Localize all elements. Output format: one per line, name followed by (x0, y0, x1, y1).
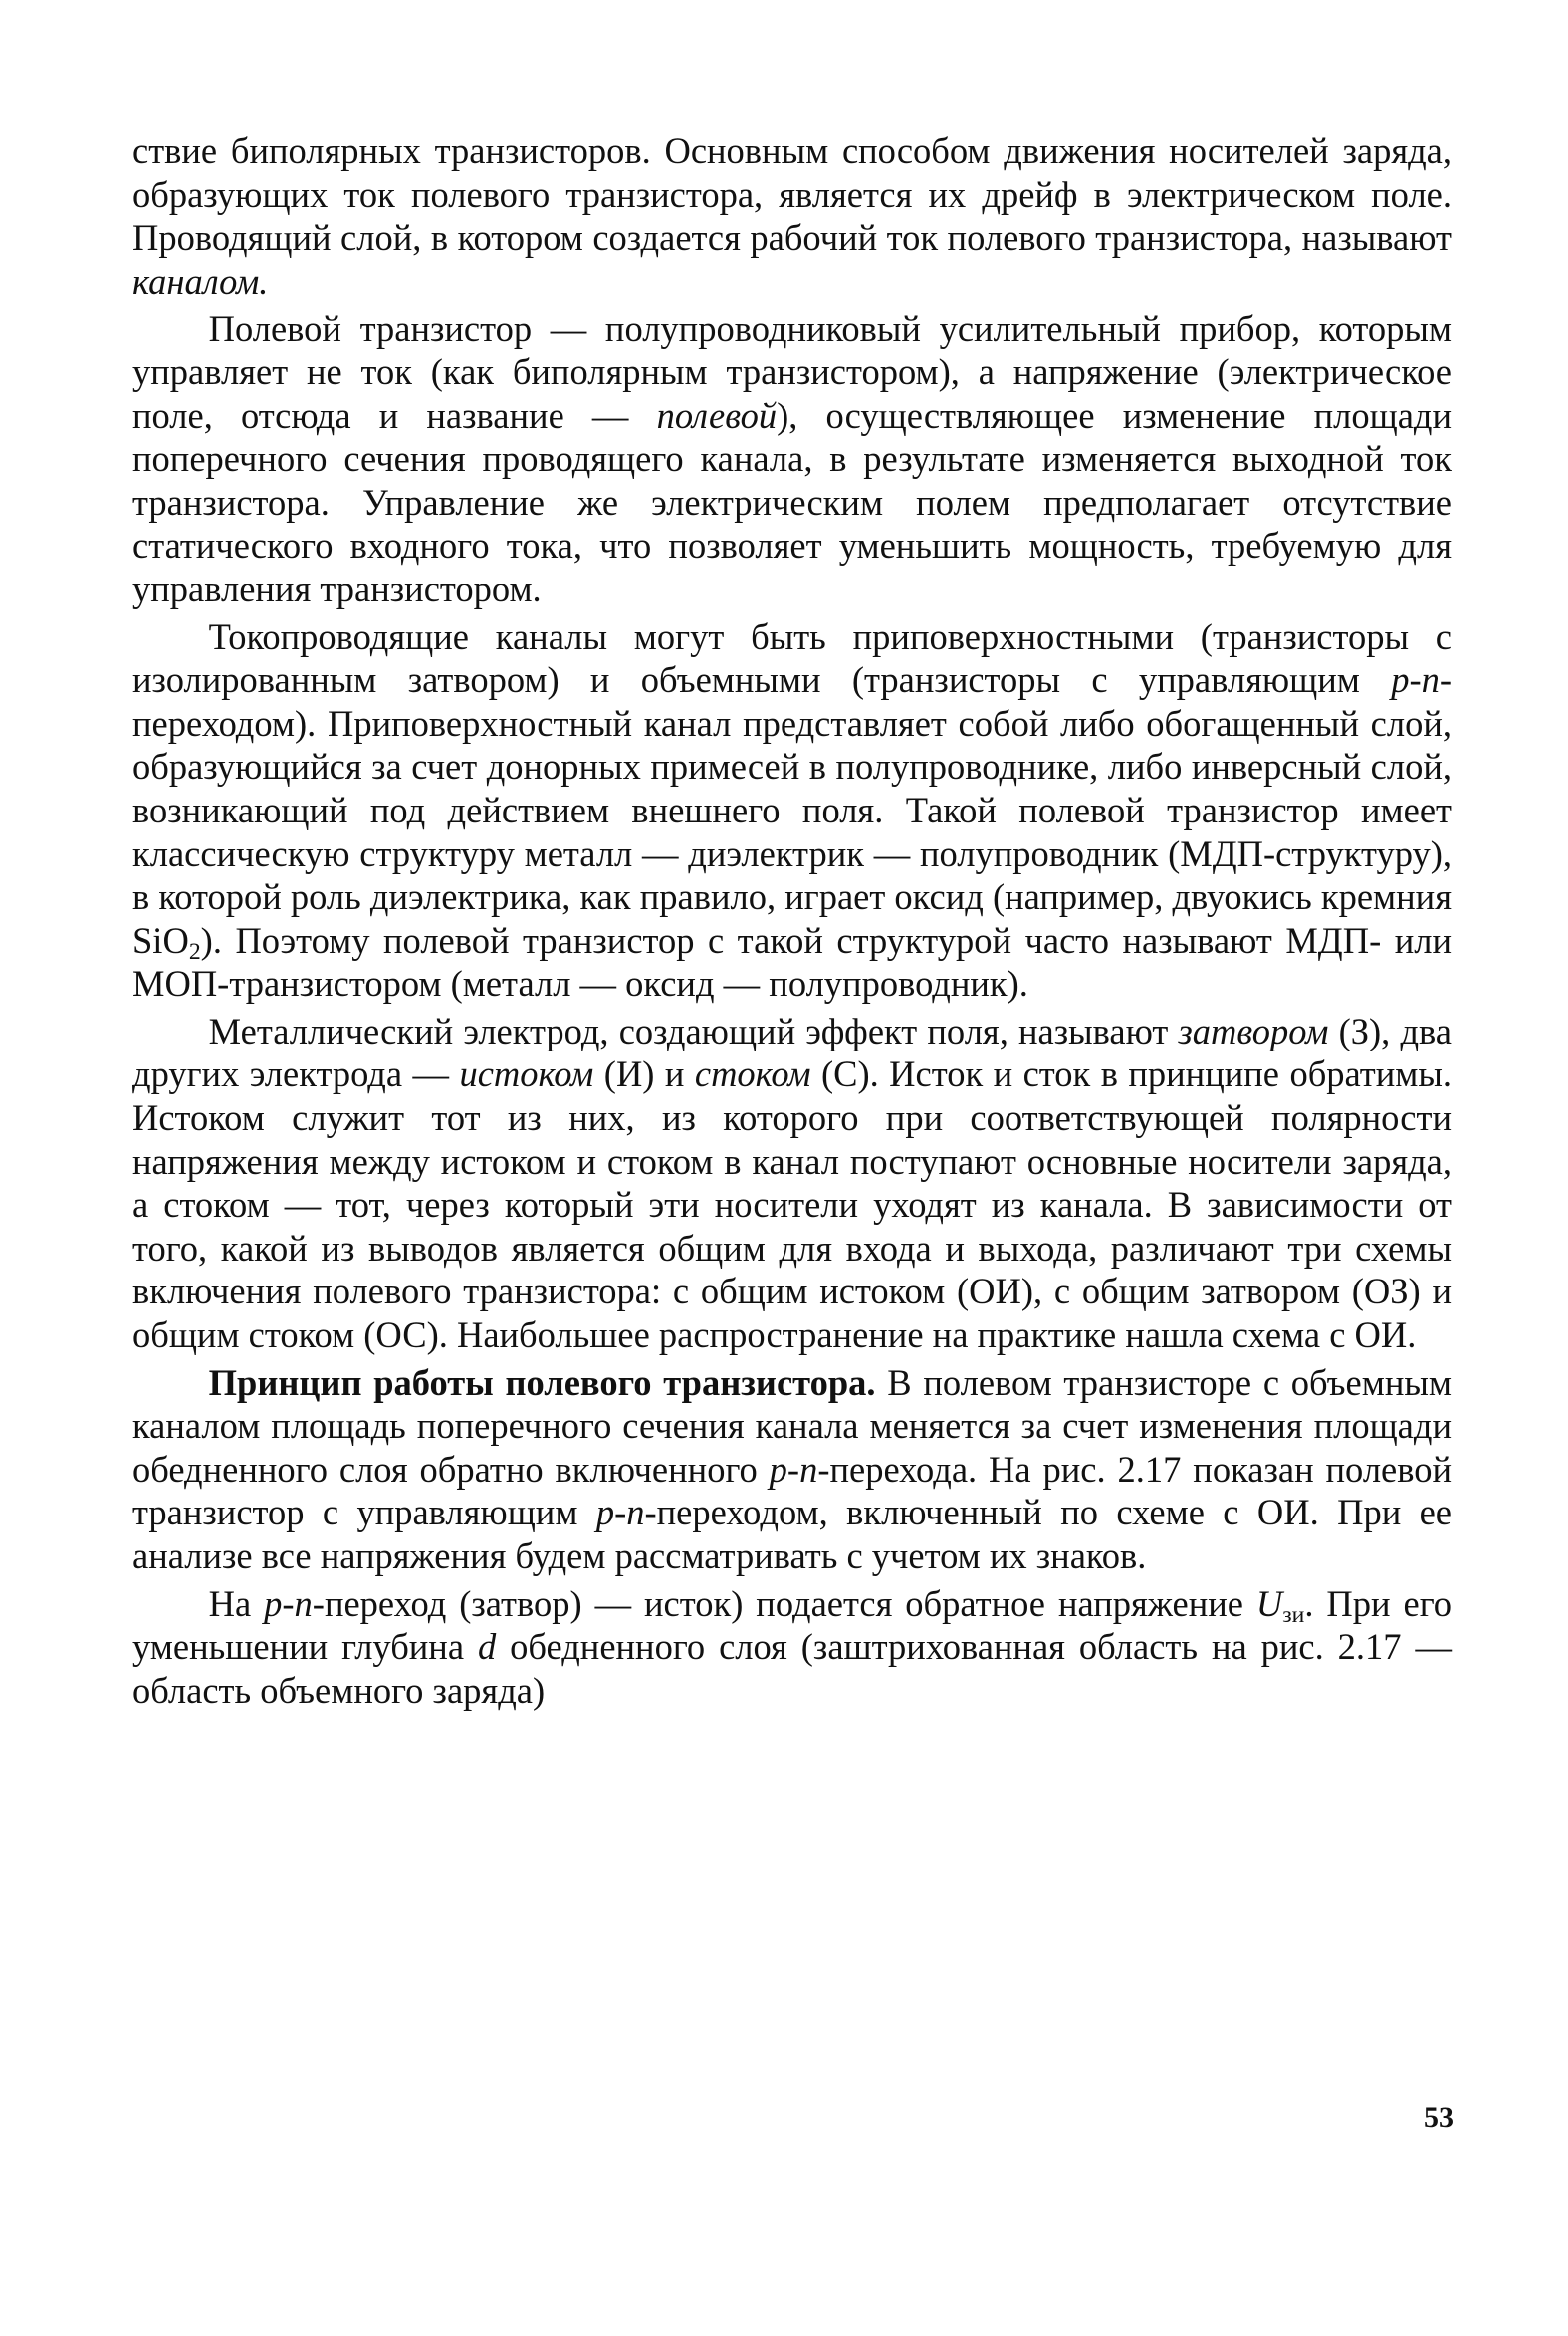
text-run: . При его уменьшении глубина (132, 1582, 1453, 1668)
text-run: Токопроводящие каналы могут быть приповерхностными (транзисторы с изолированным затвором) и объемными (транзисторы с управляющим (132, 615, 1452, 701)
italic-term: истоком (459, 1053, 594, 1095)
italic-term: p-n (769, 1448, 818, 1490)
text-run: -переходом, включенный по схеме с ОИ. При ее анализе все напряжения будем рассматривать с учетом их знаков. (132, 1492, 1452, 1576)
paragraph-4 (132, 1010, 1452, 1357)
text-run: (И) и (593, 1053, 695, 1095)
page-number: 53 (1424, 2101, 1454, 2134)
text-run: ). Поэтому полевой транзистор с такой структурой часто называют МДП- или МОП-транзистором (металл — оксид — полупроводник). (132, 919, 1452, 1005)
text-run: В полевом транзисторе с объемным каналом площадь поперечного сечения канала меняется за счет изменения площади обедненного слоя обратно включенного (132, 1361, 1452, 1490)
text-run: Металлический электрод, создающий эффект поля, называют (208, 1010, 1179, 1051)
italic-term: затвором (1178, 1010, 1329, 1051)
subscript-run: 2 (188, 938, 201, 965)
text-run: -переходом). Приповерхностный канал представляет собой либо обогащенный слой, образующийся за счет донорных примесей в полупроводнике, либо инверсный слой, возникающий под действием внешнего поля. Такой полевой транзистор имеет классическую структуру металл — диэлектрик — полупроводник (МДП-структуру), в которой роль диэлектрика, как правило, играет оксид (например, двуокись кремния SiO (132, 659, 1452, 961)
paragraph-2 (132, 307, 1452, 610)
text-run: ), осуществляющее изменение площади поперечного сечения проводящего канала, в результате изменяется выходной ток транзистора. Управление же электрическим полем предполагает отсутствие статического входного тока, что позволяет уменьшить мощность, требуемую для управления транзистором. (132, 394, 1452, 609)
text-run: ствие биполярных транзисторов. Основным способом движения носителей заряда, образующих ток полевого транзистора, является их дрейф в электрическом поле. Проводящий слой, в котором создается рабочий ток полевого транзистора, называют (132, 130, 1452, 259)
subscript-run: зи (1282, 1601, 1305, 1628)
text-run: обедненного слоя (заштрихованная область на рис. 2.17 — область объемного заряда) (132, 1626, 1452, 1711)
italic-term: полевой (656, 394, 778, 436)
italic-term: U (1255, 1582, 1283, 1624)
italic-term: каналом. (132, 260, 269, 302)
text-run: (З), два других электрода — (132, 1010, 1452, 1095)
text-run: Полевой транзистор — полупроводниковый усилительный прибор, которым управляет не ток (как биполярным транзистором), а напряжение (электрическое поле, отсюда и название — (132, 308, 1452, 436)
paragraph-6 (132, 1582, 1452, 1713)
text-run: -перехода. На рис. 2.17 показан полевой транзистор с управляющим (132, 1448, 1452, 1533)
paragraph-3 (132, 615, 1452, 1006)
body-text (132, 129, 1452, 1716)
italic-term: стоком (694, 1053, 811, 1095)
section-heading: Принцип работы полевого транзистора. (208, 1361, 876, 1403)
text-run: На (208, 1582, 265, 1624)
italic-term: p-n (1391, 659, 1440, 701)
paragraph-5 (132, 1361, 1452, 1578)
italic-term: d (477, 1626, 497, 1668)
text-run: -переход (затвор) — исток) подается обратное напряжение (312, 1582, 1256, 1624)
text-run: (С). Исток и сток в принципе обратимы. Истоком служит тот из них, из которого при соответствующей полярности напряжения между истоком и стоком в канал поступают основные носители заряда, а стоком — тот, через который эти носители уходят из канала. В зависимости от того, какой из выводов является общим для входа и выхода, различают три схемы включения полевого транзистора: с общим истоком (ОИ), с общим затвором (ОЗ) и общим стоком (ОС). Наибольшее распространение на практике нашла схема с ОИ. (132, 1053, 1453, 1356)
italic-term: p-n (595, 1492, 645, 1533)
paragraph-1 (132, 129, 1452, 303)
italic-term: p-n (264, 1582, 313, 1624)
